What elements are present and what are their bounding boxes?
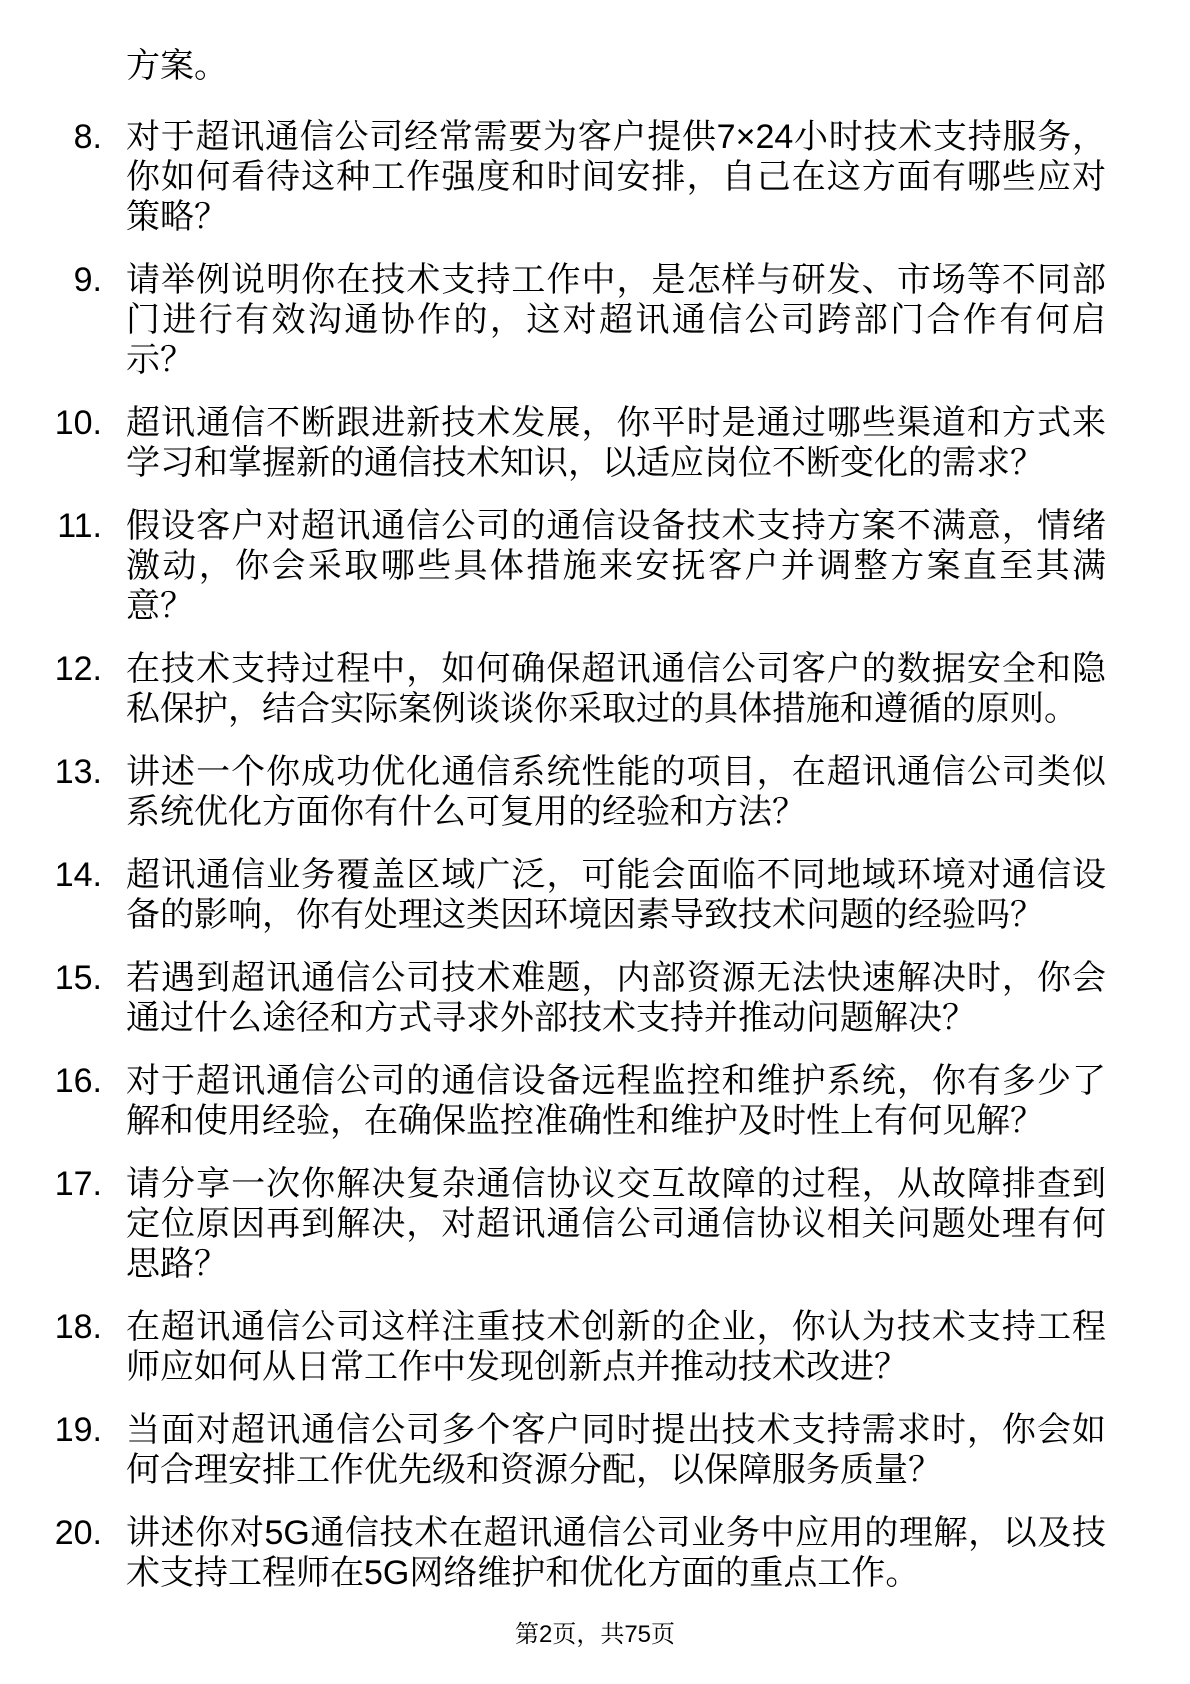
question-number: 16. <box>54 1062 102 1100</box>
question-number: 8. <box>73 118 102 156</box>
question-text: 对于超讯通信公司经常需要为客户提供7×24小时技术支持服务，你如何看待这种工作强度和时间安排，自己在这方面有哪些应对策略？ <box>126 118 1106 236</box>
question-number: 18. <box>54 1308 102 1346</box>
question-item <box>0 855 1190 935</box>
question-text: 假设客户对超讯通信公司的通信设备技术支持方案不满意，情绪激动，你会采取哪些具体措施来安抚客户并调整方案直至其满意？ <box>126 507 1106 625</box>
question-number: 11. <box>57 507 102 545</box>
question-item <box>0 1061 1190 1141</box>
question-item <box>0 1513 1190 1593</box>
question-number: 20. <box>54 1514 102 1552</box>
question-item <box>0 1410 1190 1490</box>
question-item <box>0 649 1190 729</box>
question-text: 对于超讯通信公司的通信设备远程监控和维护系统，你有多少了解和使用经验，在确保监控准确性和维护及时性上有何见解？ <box>126 1062 1106 1140</box>
question-number: 9. <box>73 261 102 299</box>
question-number: 19. <box>54 1411 102 1449</box>
question-text: 在超讯通信公司这样注重技术创新的企业，你认为技术支持工程师应如何从日常工作中发现创新点并推动技术改进？ <box>126 1308 1106 1386</box>
question-item <box>0 403 1190 483</box>
question-number: 10. <box>54 404 102 442</box>
question-item <box>0 260 1190 380</box>
question-number: 15. <box>54 959 102 997</box>
question-text: 请举例说明你在技术支持工作中，是怎样与研发、市场等不同部门进行有效沟通协作的，这对超讯通信公司跨部门合作有何启示？ <box>126 261 1106 379</box>
continuation-text: 方案。 <box>126 47 228 85</box>
question-number: 13. <box>54 753 102 791</box>
question-number: 17. <box>54 1165 102 1203</box>
page-footer: 第2页，共75页 <box>514 1621 676 1648</box>
question-item <box>0 752 1190 832</box>
question-text: 当面对超讯通信公司多个客户同时提出技术支持需求时，你会如何合理安排工作优先级和资源分配，以保障服务质量？ <box>126 1411 1106 1489</box>
question-text: 讲述一个你成功优化通信系统性能的项目，在超讯通信公司类似系统优化方面你有什么可复用的经验和方法？ <box>126 753 1106 831</box>
question-number: 14. <box>54 856 102 894</box>
question-item <box>0 117 1190 237</box>
question-text: 讲述你对5G通信技术在超讯通信公司业务中应用的理解，以及技术支持工程师在5G网络维护和优化方面的重点工作。 <box>126 1514 1106 1592</box>
question-list <box>0 46 1190 1593</box>
question-item <box>0 506 1190 626</box>
question-item <box>0 1307 1190 1387</box>
question-text: 若遇到超讯通信公司技术难题，内部资源无法快速解决时，你会通过什么途径和方式寻求外部技术支持并推动问题解决？ <box>126 959 1106 1037</box>
question-text: 超讯通信不断跟进新技术发展，你平时是通过哪些渠道和方式来学习和掌握新的通信技术知识，以适应岗位不断变化的需求？ <box>126 404 1106 482</box>
question-text: 超讯通信业务覆盖区域广泛，可能会面临不同地域环境对通信设备的影响，你有处理这类因环境因素导致技术问题的经验吗？ <box>126 856 1106 934</box>
question-text: 请分享一次你解决复杂通信协议交互故障的过程，从故障排查到定位原因再到解决，对超讯通信公司通信协议相关问题处理有何思路？ <box>126 1165 1106 1283</box>
question-item <box>0 1164 1190 1284</box>
question-number: 12. <box>54 650 102 688</box>
question-text: 在技术支持过程中，如何确保超讯通信公司客户的数据安全和隐私保护，结合实际案例谈谈你采取过的具体措施和遵循的原则。 <box>126 650 1106 728</box>
question-item <box>0 958 1190 1038</box>
